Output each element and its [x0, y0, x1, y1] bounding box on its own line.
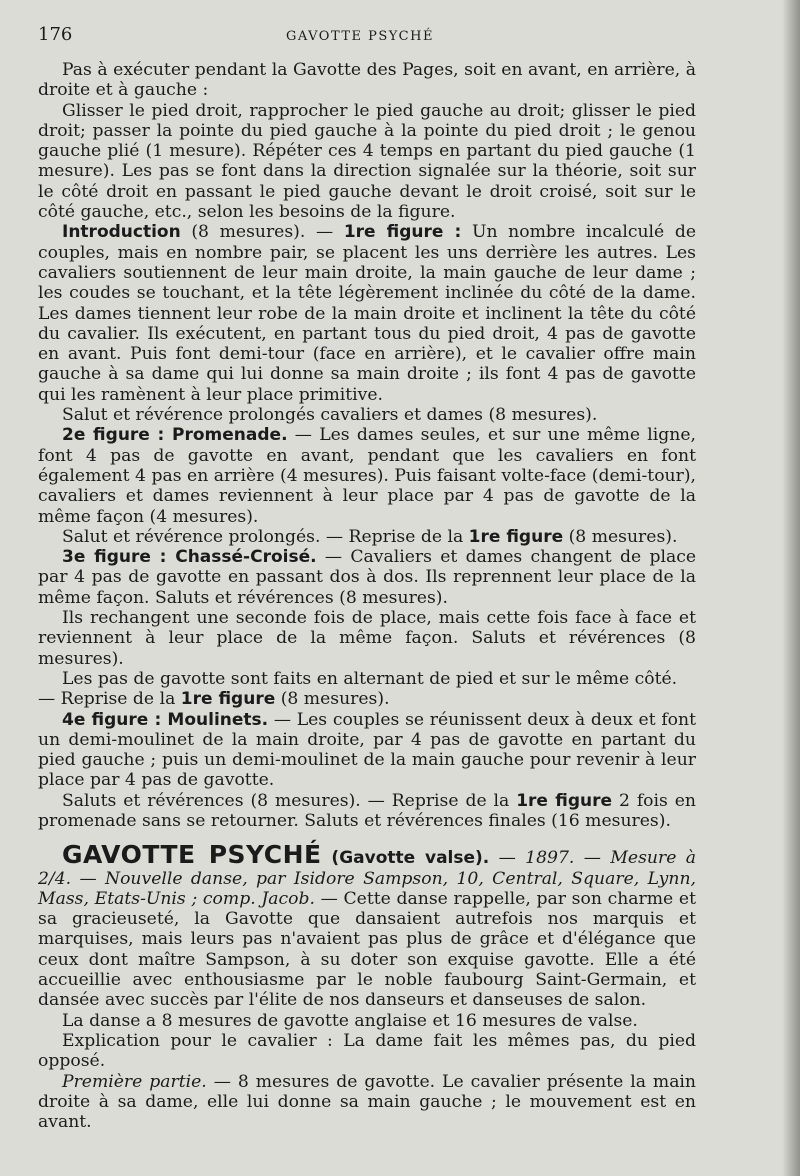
running-head	[38, 24, 696, 52]
entry-title: GAVOTTE PSYCHÉ	[62, 840, 322, 870]
figure-label: 1re figure	[468, 526, 564, 547]
paragraph: Ils rechangent une seconde fois de place, mais cette fois face à face et reviennent à leur place de la même façon. Saluts et révérences (8 mesures).	[38, 608, 696, 669]
paragraph: La danse a 8 mesures de gavotte anglaise et 16 mesures de valse.	[62, 1010, 638, 1031]
section-heading: 4e figure : Moulinets.	[62, 709, 269, 730]
paragraph: Première partie. — 8 mesures de gavotte. Le cavalier présente la main droite à sa dame, elle lui donne sa main gauche ; le mouvement est en avant.	[38, 1071, 697, 1133]
running-title: GAVOTTE PSYCHÉ	[286, 29, 434, 44]
paragraph-figure-4: 4e figure : Moulinets. — Les couples se réunissent deux à deux et font un demi-moulinet de la main droite, par 4 pas de gavotte en partant du pied gauche ; puis un demi-moulinet de la main gauche pour revenir à leur place par 4 pas de gavotte.	[38, 709, 697, 791]
entry-subtitle: (Gavotte valse).	[321, 848, 490, 869]
paragraph-figure-3: 3e figure : Chassé-Croisé. — Cavaliers et dames changent de place par 4 pas de gavotte en passant dos à dos. Ils reprennent leur place de la même façon. Saluts et révérences (8 mesures).	[38, 547, 696, 608]
figure-label: 1re figure :	[343, 222, 462, 243]
paragraph: Saluts et révérences (8 mesures). — Reprise de la 1re figure 2 fois en promenade sans se retourner. Saluts et révérences finales (16 mesures).	[38, 790, 696, 831]
section-heading: Introduction	[62, 222, 181, 243]
paragraph: Glisser le pied droit, rapprocher le pied gauche au droit; glisser le pied droit; passer la pointe du pied gauche à la pointe du pied droit ; le genou gauche plié (1 mesure). Répéter ces 4 temps en partant du pied gauche (1 mesure). Les pas se font dans la direction signalée sur la théorie, soit sur le côté droit en passant le pied gauche devant le droit croisé, soit sur le côté gauche, etc., selon les besoins de la figure.	[38, 100, 696, 223]
paragraph: Les pas de gavotte sont faits en alternant de pied et sur le même côté.	[62, 668, 678, 689]
paragraph-introduction: Introduction (8 mesures). — 1re figure : Un nombre incalculé de couples, mais en nombre pair, se placent les uns derrière les autres. Les cavaliers soutiennent de leur main droite, la main gauche de leur dame ; les coudes se touchant, et la tête légèrement inclinée du côté de la dame. Les dames tiennent leur robe de la main droite et inclinent la tête du côté du cavalier. Ils exécutent, en partant tous du pied droit, 4 pas de gavotte en avant. Puis font demi-tour (face en arrière), et le cavalier offre main gauche à sa dame qui lui donne sa main droite ; ils font 4 pas de gavotte qui les ramènent à leur place primitive.	[38, 222, 696, 405]
entry-gavotte-psyche: GAVOTTE PSYCHÉ (Gavotte valse). — 1897. — Mesure à 2/4. — Nouvelle danse, par Isidore Sampson, 10, Central, Square, Lynn, Mass, Etats-Unis ; comp. Jacob. — Cette danse rappelle, par son charme et sa gracieuseté, la Gavotte que dansaient autrefois nos marquis et marquises, mais leurs pas n'avaient pas plus de grâce et d'élégance que ceux dont maître Sampson, à su doter son exquise gavotte. Elle a été accueillie avec enthousiasme par le noble faubourg Saint-Germain, et dansée avec succès par l'élite de nos danseurs et danseuses de salon.	[38, 840, 696, 1011]
paragraph: Pas à exécuter pendant la Gavotte des Pages, soit en avant, en arrière, à droite et à gauche :	[38, 60, 696, 101]
paragraph-figure-2: 2e figure : Promenade. — Les dames seules, et sur une même ligne, font 4 pas de gavotte en avant, pendant que les cavaliers en font également 4 pas en arrière (4 mesures). Puis faisant volte-face (demi-tour), cavaliers et dames reviennent à leur place par 4 pas de gavotte de la même façon (4 mesures).	[38, 425, 696, 527]
body-text	[38, 60, 696, 1132]
paragraph: — Reprise de la 1re figure (8 mesures).	[38, 689, 390, 710]
entry-details: — 1897. — Mesure à 2/4. — Nouvelle danse, par Isidore Sampson, 10, Central, Square, Lynn, Mass, Etats-Unis ; comp. Jacob.	[38, 848, 696, 909]
paragraph: Salut et révérence prolongés cavaliers et dames (8 mesures).	[62, 405, 598, 426]
part-label: Première partie.	[62, 1071, 207, 1092]
paragraph: Explication pour le cavalier : La dame fait les mêmes pas, du pied opposé.	[38, 1030, 696, 1072]
paragraph: Salut et révérence prolongés. — Reprise de la 1re figure (8 mesures).	[62, 526, 678, 547]
page-number: 176	[38, 24, 73, 45]
figure-label: 1re figure	[516, 790, 613, 811]
figure-label: 1re figure	[180, 689, 276, 710]
section-heading: 3e figure : Chassé-Croisé.	[62, 547, 317, 568]
section-heading: 2e figure : Promenade.	[62, 425, 288, 446]
